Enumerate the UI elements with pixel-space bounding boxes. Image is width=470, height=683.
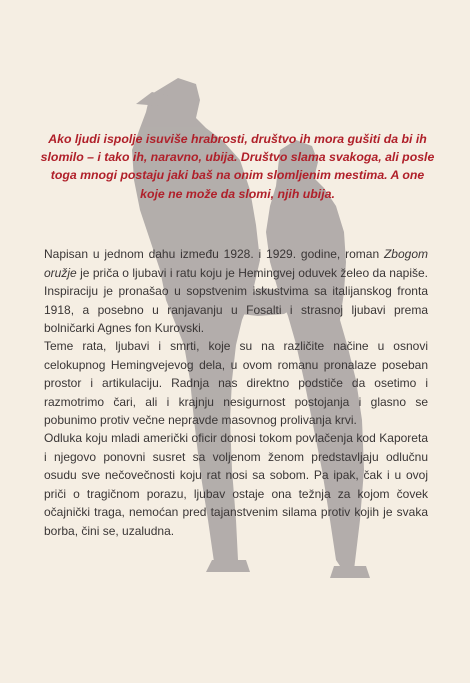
paragraph-1-text-start: Napisan u jednom dahu između 1928. i 1929. godine, roman bbox=[44, 247, 384, 261]
book-title: Zbogom oružje bbox=[44, 247, 428, 280]
paragraph-1-text-end: je priča o ljubavi i ratu koju je Hemingvej oduvek želeo da napiše. Inspiraciju je pronašao u sopstvenim iskustvima sa italijanskog fronta 1918, a posebno u ranjavanju u Fosalti i strasnoj ljubavi prema bolničarki Agnes fon Kurovski. bbox=[44, 265, 428, 336]
description-paragraph-1 bbox=[44, 245, 428, 338]
description-paragraph-2: Teme rata, ljubavi i smrti, koje su na različite načine u osnovi celokupnog Hemingvejevog dela, u ovom romanu pronalaze poseban prostor i artikulaciju. Radnja nas direktno podstiče da osetimo i razmotrimo čari, ali i krajnju nesigurnost postojanja i glasno se pobunimo protiv večne nepravde masovnog prolivanja krvi. bbox=[44, 339, 428, 428]
description-paragraph-3: Odluka koju mladi američki oficir donosi tokom povlačenja kod Kaporeta i njegovo ponovni susret sa voljenom ženom predstavljaju odlučnu osudu sve nečovečnosti koju rat nosi sa sobom. Pa ipak, čak i u ovoj priči o tragičnom porazu, ljubav ostaje ona težnja za kojom čovek očajnički traga, nemoćan pred tajanstvenim silama protiv kojih je svaka borba, čini se, uzaludna. bbox=[44, 431, 428, 538]
pull-quote: Ako ljudi ispolje isuviše hrabrosti, društvo ih mora gušiti da bi ih slomilo – i tako ih, naravno, ubija. Društvo slama svakoga, ali posle toga mnogi postaju jaki baš na onim slomljenim mestima. A one koje ne može da slomi, njih ubija. bbox=[40, 132, 435, 201]
